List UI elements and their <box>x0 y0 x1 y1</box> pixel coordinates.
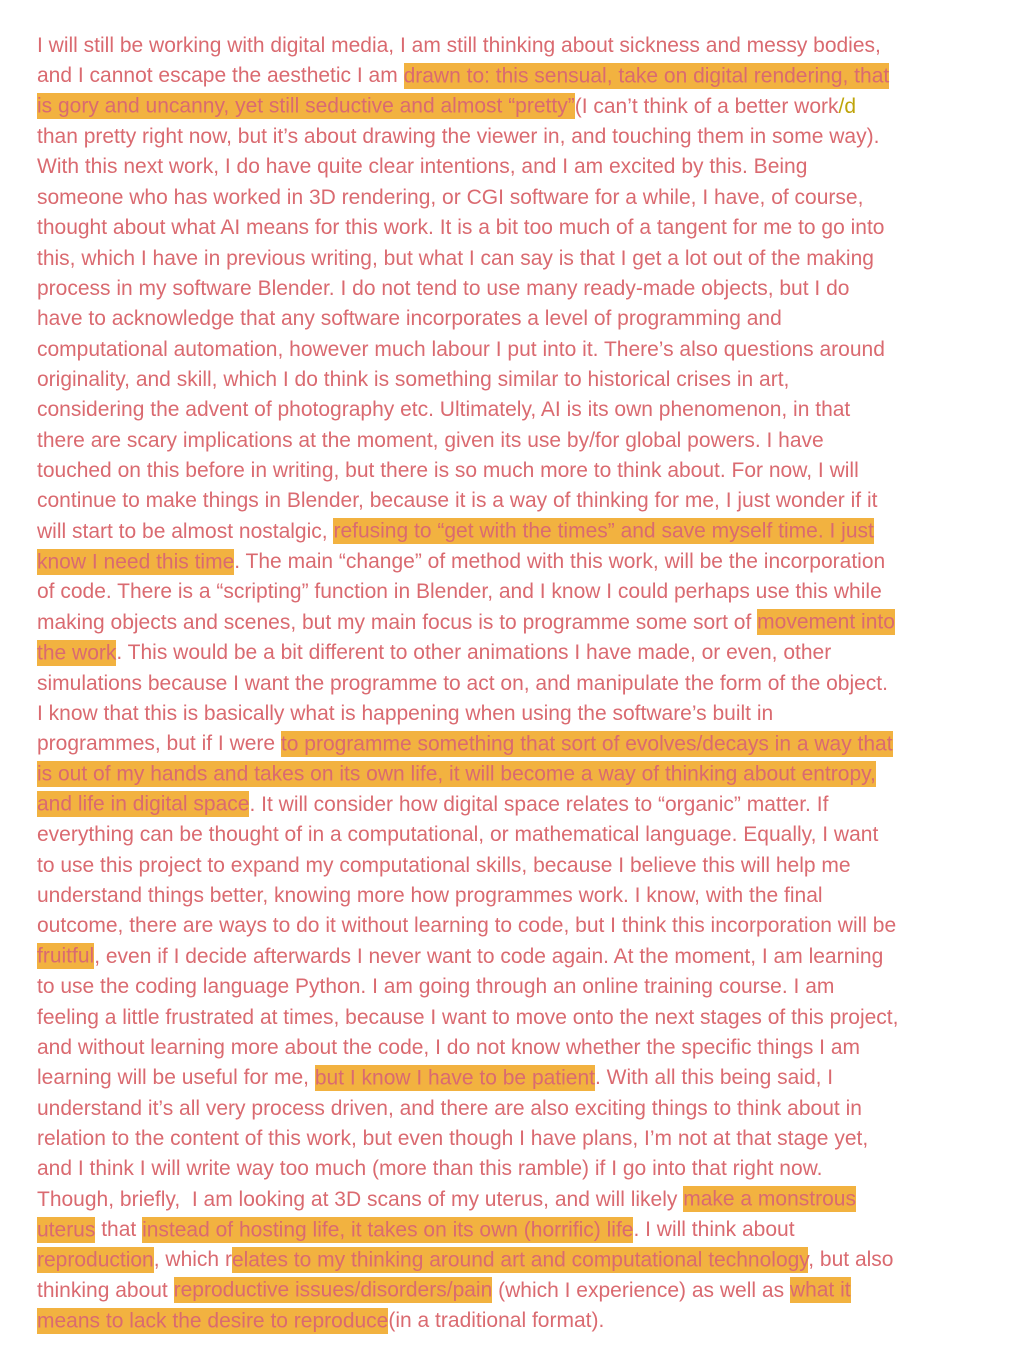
text-line <box>37 365 987 395</box>
highlighted-text-segment: is gory and uncanny, yet still seductive and almost “pretty” <box>37 94 575 118</box>
document-text[interactable] <box>37 31 987 1336</box>
text-segment: . With all this being said, I <box>595 1066 834 1090</box>
highlighted-text-segment: movement into <box>757 610 895 634</box>
text-line <box>37 61 987 91</box>
text-line <box>37 820 987 850</box>
text-segment: touched on this before in writing, but there is so much more to think about. For now, I will <box>37 459 859 483</box>
text-line <box>37 942 987 972</box>
text-segment: understand it’s all very process driven, and there are also exciting things to think about in <box>37 1096 862 1120</box>
highlighted-text-segment: know I need this time <box>37 550 235 574</box>
text-segment: and I think I will write way too much (more than this ramble) if I go into that right now. <box>37 1157 823 1181</box>
text-line <box>37 911 987 941</box>
highlighted-text-segment: drawn to: this sensual, take on digital rendering, that <box>403 64 890 88</box>
text-segment: there are scary implications at the moment, given its use by/for global powers. I have <box>37 428 824 452</box>
text-segment: will start to be almost nostalgic, <box>37 519 334 543</box>
text-line <box>37 577 987 607</box>
text-segment: (I can’t think of a better work <box>574 94 839 118</box>
text-segment: relation to the content of this work, but even though I have plans, I’m not at that stage yet, <box>37 1126 869 1150</box>
highlighted-text-segment: the work <box>37 641 117 665</box>
text-line <box>37 304 987 334</box>
text-line <box>37 244 987 274</box>
suggested-edit-text: /d <box>838 94 857 118</box>
highlighted-text-segment: to programme something that sort of evolves/decays in a way that <box>280 732 893 756</box>
text-segment: learning will be useful for me, <box>37 1066 315 1090</box>
text-segment: thought about what AI means for this work. It is a bit too much of a tangent for me to go into <box>37 216 885 240</box>
text-line <box>37 1245 987 1275</box>
highlighted-text-segment: reproductive issues/disorders/pain <box>173 1278 493 1302</box>
text-line <box>37 517 987 547</box>
text-line <box>37 426 987 456</box>
highlighted-text-segment: reproduction <box>37 1248 154 1272</box>
text-line <box>37 1154 987 1184</box>
text-segment: , but also <box>808 1248 894 1272</box>
text-segment: . I will think about <box>633 1218 795 1242</box>
text-segment: thinking about <box>37 1278 174 1302</box>
highlighted-text-segment: refusing to “get with the times” and save myself time. I just <box>333 519 874 543</box>
highlighted-text-segment: uterus <box>37 1218 96 1242</box>
text-segment: With this next work, I do have quite clear intentions, and I am excited by this. Being <box>37 155 808 179</box>
text-line <box>37 1185 987 1215</box>
text-segment: and without learning more about the code, I do not know whether the specific things I am <box>37 1035 860 1059</box>
text-line <box>37 395 987 425</box>
text-segment: than pretty right now, but it’s about drawing the viewer in, and touching them in some way). <box>37 125 880 149</box>
text-segment: outcome, there are ways to do it without learning to code, but I think this incorporation will be <box>37 914 897 938</box>
text-line <box>37 335 987 365</box>
text-segment: I will still be working with digital media, I am still thinking about sickness and messy bodies, <box>37 34 881 57</box>
text-line <box>37 92 987 122</box>
text-line <box>37 760 987 790</box>
text-segment: . This would be a bit different to other animations I have made, or even, other <box>116 641 832 665</box>
text-line <box>37 972 987 1002</box>
text-segment: considering the advent of photography etc. Ultimately, AI is its own phenomenon, in that <box>37 398 851 422</box>
highlighted-text-segment: is out of my hands and takes on its own life, it will become a way of thinking about entropy, <box>37 762 876 786</box>
text-line <box>37 122 987 152</box>
text-line <box>37 790 987 820</box>
text-line <box>37 547 987 577</box>
text-segment: feeling a little frustrated at times, because I want to move onto the next stages of this project, <box>37 1005 899 1029</box>
text-segment: of code. There is a “scripting” function in Blender, and I know I could perhaps use this while <box>37 580 882 604</box>
text-segment: someone who has worked in 3D rendering, or CGI software for a while, I have, of course, <box>37 185 864 209</box>
text-line <box>37 456 987 486</box>
text-segment: simulations because I want the programme to act on, and manipulate the form of the object. <box>37 671 888 695</box>
text-line <box>37 1215 987 1245</box>
text-segment: that <box>95 1218 143 1242</box>
text-segment: (which I experience) as well as <box>492 1278 790 1302</box>
text-line <box>37 608 987 638</box>
text-line <box>37 1276 987 1306</box>
highlighted-text-segment: and life in digital space <box>37 792 250 816</box>
text-segment: continue to make things in Blender, because it is a way of thinking for me, I just wonder if it <box>37 489 878 513</box>
text-line <box>37 152 987 182</box>
text-line <box>37 1003 987 1033</box>
text-segment: computational automation, however much labour I put into it. There’s also questions around <box>37 337 885 361</box>
text-segment: , which r <box>153 1248 232 1272</box>
text-segment: this, which I have in previous writing, but what I can say is that I get a lot out of the making <box>37 246 874 270</box>
text-line <box>37 486 987 516</box>
text-line <box>37 851 987 881</box>
text-segment: . It will consider how digital space relates to “organic” matter. If <box>249 792 829 816</box>
text-segment: to use this project to expand my computational skills, because I believe this will help me <box>37 853 851 877</box>
text-line <box>37 699 987 729</box>
text-segment: I know that this is basically what is happening when using the software’s built in <box>37 701 774 725</box>
text-segment: and I cannot escape the aesthetic I am <box>37 64 404 88</box>
text-segment: to use the coding language Python. I am going through an online training course. I am <box>37 975 835 999</box>
text-line <box>37 729 987 759</box>
highlighted-text-segment: make a monstrous <box>683 1187 856 1211</box>
text-segment: process in my software Blender. I do not tend to use many ready-made objects, but I do <box>37 276 850 300</box>
text-line <box>37 669 987 699</box>
text-line <box>37 881 987 911</box>
text-segment: everything can be thought of in a computational, or mathematical language. Equally, I want <box>37 823 879 847</box>
highlighted-text-segment: what it <box>789 1278 851 1302</box>
highlighted-text-segment: means to lack the desire to reproduce <box>37 1309 389 1333</box>
text-segment: understand things better, knowing more how programmes work. I know, with the final <box>37 884 823 908</box>
text-line <box>37 183 987 213</box>
text-segment: originality, and skill, which I do think is something similar to historical crises in art, <box>37 367 790 391</box>
highlighted-text-segment: but I know I have to be patient <box>314 1066 596 1090</box>
text-line <box>37 1306 987 1336</box>
text-segment: have to acknowledge that any software incorporates a level of programming and <box>37 307 782 331</box>
text-line <box>37 1094 987 1124</box>
highlighted-text-segment: instead of hosting life, it takes on its own (horrific) life <box>142 1218 634 1242</box>
text-segment: making objects and scenes, but my main focus is to programme some sort of <box>37 610 758 634</box>
text-line <box>37 638 987 668</box>
text-segment: (in a traditional format). <box>388 1309 605 1333</box>
text-segment: . The main “change” of method with this work, will be the incorporation <box>234 550 886 574</box>
text-segment: programmes, but if I were <box>37 732 281 756</box>
text-line <box>37 1124 987 1154</box>
text-segment: Though, briefly, I am looking at 3D scans of my uterus, and will likely <box>37 1187 684 1211</box>
text-line <box>37 1033 987 1063</box>
text-line <box>37 31 987 61</box>
text-line <box>37 1063 987 1093</box>
highlighted-text-segment: elates to my thinking around art and computational technology <box>231 1248 809 1272</box>
text-segment: , even if I decide afterwards I never want to code again. At the moment, I am learning <box>94 944 884 968</box>
text-line <box>37 274 987 304</box>
text-line <box>37 213 987 243</box>
highlighted-text-segment: fruitful <box>37 944 95 968</box>
